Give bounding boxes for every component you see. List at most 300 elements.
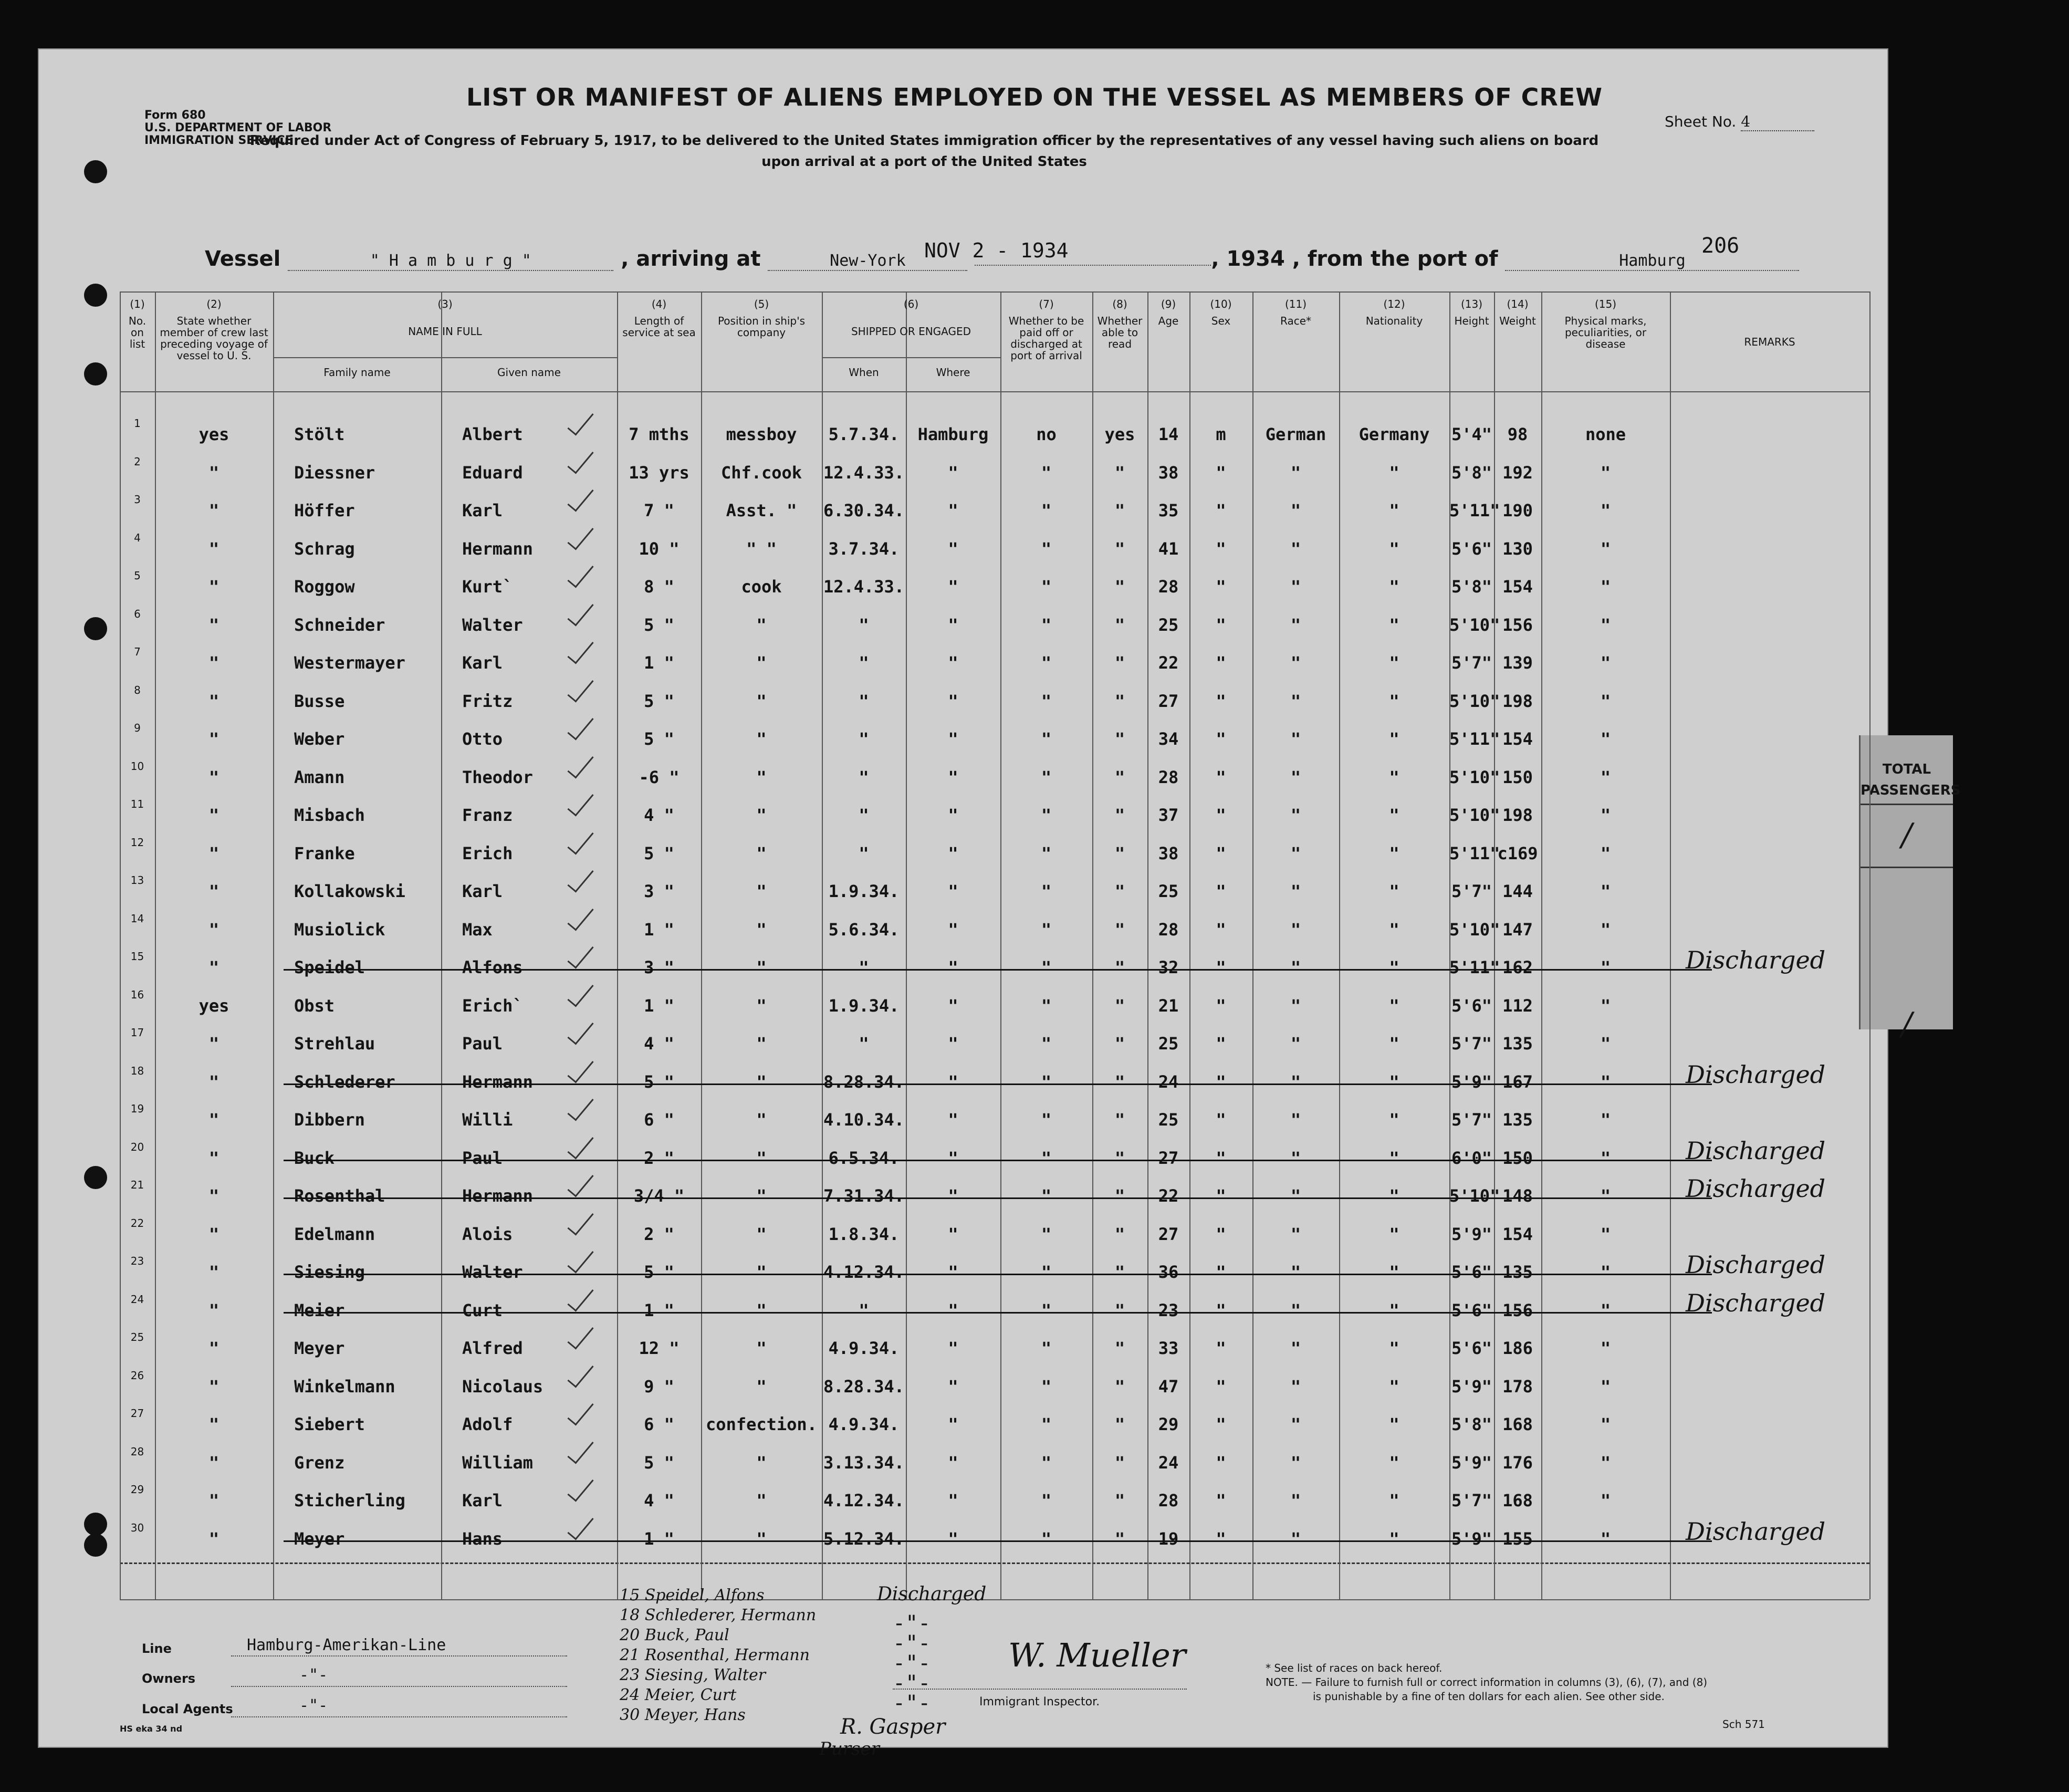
cell-where: " [948,1186,958,1206]
cell-sex: " [1216,653,1226,673]
column-header-no: No. on list [128,315,147,350]
cell-height: 5'11" [1449,729,1500,749]
cell-nationality: " [1389,538,1399,559]
cell-given: Karl [462,881,503,901]
cell-paid: " [1041,1262,1052,1282]
cell-age: 14 [1158,424,1179,444]
cell-marks: " [1600,1528,1611,1549]
cell-age: 25 [1158,614,1179,635]
column-header-nationality-num: (12) [1383,298,1405,310]
agents-value: -"- [299,1696,328,1715]
cell-when: 4.12.34. [823,1491,905,1510]
cell-nationality: " [1389,1528,1399,1549]
cell-nationality: " [1389,1262,1399,1282]
cell-sex: " [1216,538,1226,559]
cell-given: William [462,1452,533,1473]
cell-read: " [1114,1148,1125,1168]
cell-marks: " [1600,1376,1611,1397]
row-number: 14 [130,912,144,925]
cell-position: " [756,843,767,863]
cell-paid: " [1041,881,1052,901]
row-number: 25 [130,1331,144,1343]
cell-service: 5 " [644,843,674,863]
cell-read: " [1114,1110,1125,1130]
sheet-number [1665,113,1814,131]
strike-through-line [284,1197,1712,1199]
cell-position: messboy [726,424,797,444]
row-number: 21 [130,1179,144,1191]
cell-where: " [948,805,958,825]
subtitle-line: Required under Act of Congress of February 5, 1917, to be delivered to the United States immigration officer by the representatives of any vessel having such aliens on board [249,133,1599,149]
cell-prev: " [208,614,220,635]
cell-race: " [1290,577,1301,597]
cell-paid: " [1041,1491,1052,1510]
cell-weight: 192 [1502,462,1533,483]
cell-sex: " [1216,843,1226,863]
row-number: 19 [130,1102,144,1115]
cell-service: 9 " [644,1376,674,1397]
cell-read: " [1114,653,1125,673]
cell-service: -6 " [639,767,680,787]
cell-height: 5'6" [1451,995,1492,1016]
cell-sex: " [1216,1262,1226,1282]
arriving-port: New-York [768,252,967,271]
cell-height: 5'7" [1451,1110,1492,1130]
cell-where: " [948,995,958,1016]
from-port-label: , from the port of [1292,247,1498,271]
cell-paid: " [1041,1376,1052,1397]
cell-given: Walter [462,614,523,635]
agents-underline [231,1716,567,1717]
punch-hole [84,284,107,307]
cell-read: " [1114,1262,1125,1282]
cell-marks: " [1600,957,1611,977]
cell-when: 12.4.33. [823,462,905,483]
cell-race: " [1290,1071,1301,1092]
cell-age: 36 [1158,1262,1179,1282]
cell-height: 5'7" [1451,881,1492,901]
cell-nationality: " [1389,805,1399,825]
cell-family: Meier [294,1300,345,1320]
column-header-length-of-service-num: (4) [651,298,667,310]
cell-where: " [948,1491,958,1510]
cell-where: " [948,767,958,787]
cell-height: 5'10" [1449,614,1500,635]
cell-nationality: " [1389,1110,1399,1130]
cell-read: " [1114,1528,1125,1549]
tab-value: / [1901,817,1913,853]
cell-marks: " [1600,1300,1611,1320]
cell-service: 5 " [644,1452,674,1473]
discharge-list-item: 15 Speidel, Alfons [620,1586,765,1605]
cell-sex: " [1216,805,1226,825]
column-divider [906,291,907,1599]
cell-prev: " [208,1034,220,1054]
cell-position: " [756,1300,767,1320]
name-subheader-line [273,357,617,358]
cell-nationality: " [1389,1338,1399,1358]
cell-race: " [1290,1414,1301,1434]
row-number: 23 [130,1255,144,1267]
cell-given: Hermann [462,1186,533,1206]
cell-prev: " [208,1414,220,1434]
cell-paid: " [1041,653,1052,673]
cell-nationality: " [1389,501,1399,520]
cell-height: 5'6" [1451,1300,1492,1320]
cell-weight: 167 [1502,1071,1533,1092]
row-number: 1 [134,417,141,430]
cell-prev: " [208,1110,220,1130]
form-code: HS eka 34 nd [120,1724,183,1734]
row-number: 7 [134,645,141,658]
cell-weight: c169 [1497,843,1538,863]
discharge-list-item: 24 Meier, Curt [620,1686,737,1704]
cell-given: Paul [462,1034,503,1054]
column-divider [1541,291,1542,1599]
cell-when: 4.9.34. [828,1338,900,1358]
cell-service: 2 " [644,1148,674,1168]
cell-service: 3/4 " [633,1186,685,1206]
table-top-border [120,291,1869,293]
cell-nationality: " [1389,767,1399,787]
cell-race: " [1290,501,1301,520]
sch-code: Sch 571 [1722,1718,1765,1731]
cell-height: 5'10" [1449,767,1500,787]
cell-marks: " [1600,843,1611,863]
cell-marks: " [1600,1414,1611,1434]
cell-sex: " [1216,919,1226,940]
cell-prev: " [208,691,220,711]
page-title: LIST OR MANIFEST OF ALIENS EMPLOYED ON THE VESSEL AS MEMBERS OF CREW [466,83,1603,111]
column-header-race: Race* [1280,315,1311,327]
cell-prev: " [208,501,220,520]
cell-read: " [1114,614,1125,635]
cell-sex: " [1216,729,1226,749]
cell-paid: " [1041,1528,1052,1549]
cell-marks: " [1600,1452,1611,1473]
column-header-able-to-read: Whether able to read [1097,315,1143,350]
cell-paid: " [1041,1034,1052,1054]
row-number: 5 [134,569,141,582]
cell-age: 29 [1158,1414,1179,1434]
cell-marks: " [1600,1071,1611,1092]
cell-sex: " [1216,462,1226,483]
cell-race: " [1290,1262,1301,1282]
cell-weight: 178 [1502,1376,1533,1397]
cell-family: Speidel [294,957,365,977]
cell-height: 5'10" [1449,691,1500,711]
cell-weight: 156 [1502,1300,1533,1320]
cell-sex: " [1216,995,1226,1016]
cell-height: 5'10" [1449,805,1500,825]
cell-age: 27 [1158,691,1179,711]
cell-service: 1 " [644,995,674,1016]
column-divider [1252,291,1253,1599]
cell-marks: " [1600,1034,1611,1054]
column-header-race-num: (11) [1284,298,1307,310]
cell-when: " [859,843,869,863]
cell-where: " [948,1414,958,1434]
cell-sex: " [1216,767,1226,787]
cell-height: 5'9" [1451,1528,1492,1549]
sheet-value: 4 [1741,113,1814,131]
cell-read: yes [1104,424,1135,444]
punch-hole [84,1166,107,1189]
cell-when: " [859,1034,869,1054]
inspector-signature: W. Mueller [1008,1636,1186,1674]
department: U.S. DEPARTMENT OF LABOR [144,121,332,134]
punch-hole [84,1534,107,1557]
cell-race: " [1290,653,1301,673]
cell-given: Curt [462,1300,503,1320]
cell-paid: " [1041,1148,1052,1168]
tab-label-total: TOTAL [1882,762,1931,777]
cell-where: Hamburg [917,424,989,444]
column-header-when: When [849,366,879,379]
row-number: 30 [130,1521,144,1534]
cell-service: 3 " [644,957,674,977]
column-divider [1147,291,1148,1599]
cell-height: 5'11" [1449,501,1500,520]
cell-when: 4.12.34. [823,1262,905,1282]
cell-given: Hermann [462,538,533,559]
cell-position: " [756,653,767,673]
cell-height: 5'8" [1451,462,1492,483]
cell-prev: " [208,1262,220,1282]
cell-given: Eduard [462,462,523,483]
column-divider [822,291,823,1599]
cell-service: 1 " [644,919,674,940]
cell-prev: " [208,1528,220,1549]
cell-marks: " [1600,881,1611,901]
column-header-sex-num: (10) [1210,298,1232,310]
cell-given: Kurt` [462,577,513,597]
cell-family: Musiolick [294,919,385,940]
cell-nationality: " [1389,957,1399,977]
cell-given: Paul [462,1148,503,1168]
cell-height: 5'11" [1449,957,1500,977]
cell-where: " [948,919,958,940]
cell-remark: Discharged [1686,1136,1826,1165]
cell-weight: 135 [1502,1110,1533,1130]
cell-when: 3.7.34. [828,538,900,559]
cell-read: " [1114,767,1125,787]
cell-weight: 112 [1502,995,1533,1016]
inspector-underline [893,1689,1187,1690]
cell-read: " [1114,1452,1125,1473]
cell-prev: " [208,1186,220,1206]
cell-weight: 168 [1502,1491,1533,1510]
cell-sex: " [1216,1491,1226,1510]
column-header-position-num: (5) [754,298,769,310]
cell-weight: 154 [1502,1224,1533,1244]
cell-read: " [1114,995,1125,1016]
cell-weight: 168 [1502,1414,1533,1434]
cell-marks: " [1600,1491,1611,1510]
cell-where: " [948,577,958,597]
date-stamp: NOV 2 - 1934 [924,239,1069,262]
cell-family: Edelmann [294,1224,375,1244]
cell-service: 5 " [644,1262,674,1282]
fine-note: is punishable by a fine of ten dollars for each alien. See other side. [1313,1690,1665,1703]
column-header-length-of-service: Length of service at sea [622,315,696,339]
header-bottom-border [120,391,1869,392]
cell-service: 13 yrs [629,462,689,483]
cell-nationality: " [1389,653,1399,673]
cell-marks: " [1600,614,1611,635]
cell-read: " [1114,957,1125,977]
cell-service: 4 " [644,1034,674,1054]
cell-given: Otto [462,729,503,749]
discharge-list-item: 30 Meyer, Hans [620,1706,746,1724]
column-divider [1449,291,1450,1599]
cell-given: Alois [462,1224,513,1244]
cell-sex: " [1216,501,1226,520]
service: IMMIGRATION SERVICE [144,134,293,147]
cell-nationality: Germany [1359,424,1430,444]
column-header-no-num: (1) [130,298,145,310]
cell-height: 5'6" [1451,1338,1492,1358]
cell-paid: " [1041,1338,1052,1358]
row-number: 22 [130,1216,144,1230]
cell-age: 25 [1158,1034,1179,1054]
cell-read: " [1114,729,1125,749]
column-divider [155,291,156,1599]
cell-when: 8.28.34. [823,1071,905,1092]
cell-weight: 98 [1507,424,1528,444]
cell-race: " [1290,957,1301,977]
cell-given: Nicolaus [462,1376,544,1397]
cell-family: Rosenthal [294,1186,385,1206]
cell-marks: " [1600,1110,1611,1130]
cell-paid: " [1041,1186,1052,1206]
cell-where: " [948,881,958,901]
cell-weight: 135 [1502,1262,1533,1282]
cell-position: " [756,1376,767,1397]
cell-marks: " [1600,729,1611,749]
cell-position: " [756,1186,767,1206]
cell-race: " [1290,919,1301,940]
cell-sex: " [1216,1071,1226,1092]
agents-label: Local Agents [142,1702,233,1716]
cell-when: 4.10.34. [823,1110,905,1130]
cell-family: Stölt [294,424,345,444]
cell-paid: " [1041,767,1052,787]
cell-race: " [1290,1452,1301,1473]
cell-family: Schneider [294,614,385,635]
cell-read: " [1114,1491,1125,1510]
cell-sex: " [1216,1414,1226,1434]
cell-position: " [756,1528,767,1549]
cell-race: " [1290,995,1301,1016]
discharge-word: Discharged [877,1583,987,1605]
cell-sex: m [1216,424,1226,444]
cell-race: " [1290,843,1301,863]
cell-given: Erich [462,843,513,863]
cell-family: Westermayer [294,653,405,673]
cell-nationality: " [1389,1071,1399,1092]
cell-paid: " [1041,843,1052,863]
form-number: Form 680 [144,109,206,122]
cell-position: " [756,995,767,1016]
subtitle-line: upon arrival at a port of the United States [761,154,1087,170]
row-number: 10 [130,759,144,773]
cell-read: " [1114,577,1125,597]
row-number: 2 [134,455,141,468]
cell-where: " [948,1224,958,1244]
cell-sex: " [1216,1338,1226,1358]
cell-family: Grenz [294,1452,345,1473]
cell-marks: " [1600,995,1611,1016]
cell-nationality: " [1389,1452,1399,1473]
cell-read: " [1114,501,1125,520]
cell-prev: " [208,729,220,749]
cell-age: 22 [1158,653,1179,673]
column-divider [1670,291,1671,1599]
sheet-label: Sheet No. [1665,113,1737,130]
column-header-height: Height [1454,315,1489,327]
cell-prev: " [208,1376,220,1397]
row-number: 28 [130,1445,144,1458]
discharge-list-item: 21 Rosenthal, Hermann [620,1646,810,1664]
cell-when: " [859,767,869,787]
cell-nationality: " [1389,614,1399,635]
cell-service: 1 " [644,1528,674,1549]
cell-read: " [1114,1224,1125,1244]
cell-age: 41 [1158,538,1179,559]
cell-age: 25 [1158,1110,1179,1130]
cell-family: Meyer [294,1338,345,1358]
column-header-where: Where [936,366,970,379]
cell-where: " [948,614,958,635]
row-number: 15 [130,950,144,963]
cell-given: Karl [462,501,503,520]
line-underline [231,1655,567,1656]
row-number: 20 [130,1140,144,1153]
cell-service: 7 " [644,501,674,520]
cell-weight: 176 [1502,1452,1533,1473]
cell-when: 12.4.33. [823,577,905,597]
cell-position: cook [741,577,782,597]
cell-nationality: " [1389,843,1399,863]
cell-sex: " [1216,1148,1226,1168]
purser-title: Purser [819,1738,880,1759]
column-header-able-to-read-num: (8) [1112,298,1127,310]
cell-weight: 130 [1502,538,1533,559]
cell-when: " [859,614,869,635]
cell-position: " [756,805,767,825]
cell-prev: " [208,577,220,597]
cell-family: Sticherling [294,1491,405,1510]
cell-position: " [756,1262,767,1282]
cell-where: " [948,957,958,977]
cell-prev: " [208,1452,220,1473]
cell-weight: 154 [1502,729,1533,749]
cell-sex: " [1216,1110,1226,1130]
cell-age: 23 [1158,1300,1179,1320]
cell-race: " [1290,805,1301,825]
cell-service: 4 " [644,805,674,825]
punch-hole [84,362,107,386]
cell-marks: " [1600,767,1611,787]
column-divider [617,291,618,1599]
cell-prev: " [208,538,220,559]
column-header-age: Age [1158,315,1179,327]
cell-race: " [1290,614,1301,635]
cell-height: 5'10" [1449,1186,1500,1206]
cell-where: " [948,1528,958,1549]
cell-prev: " [208,1300,220,1320]
